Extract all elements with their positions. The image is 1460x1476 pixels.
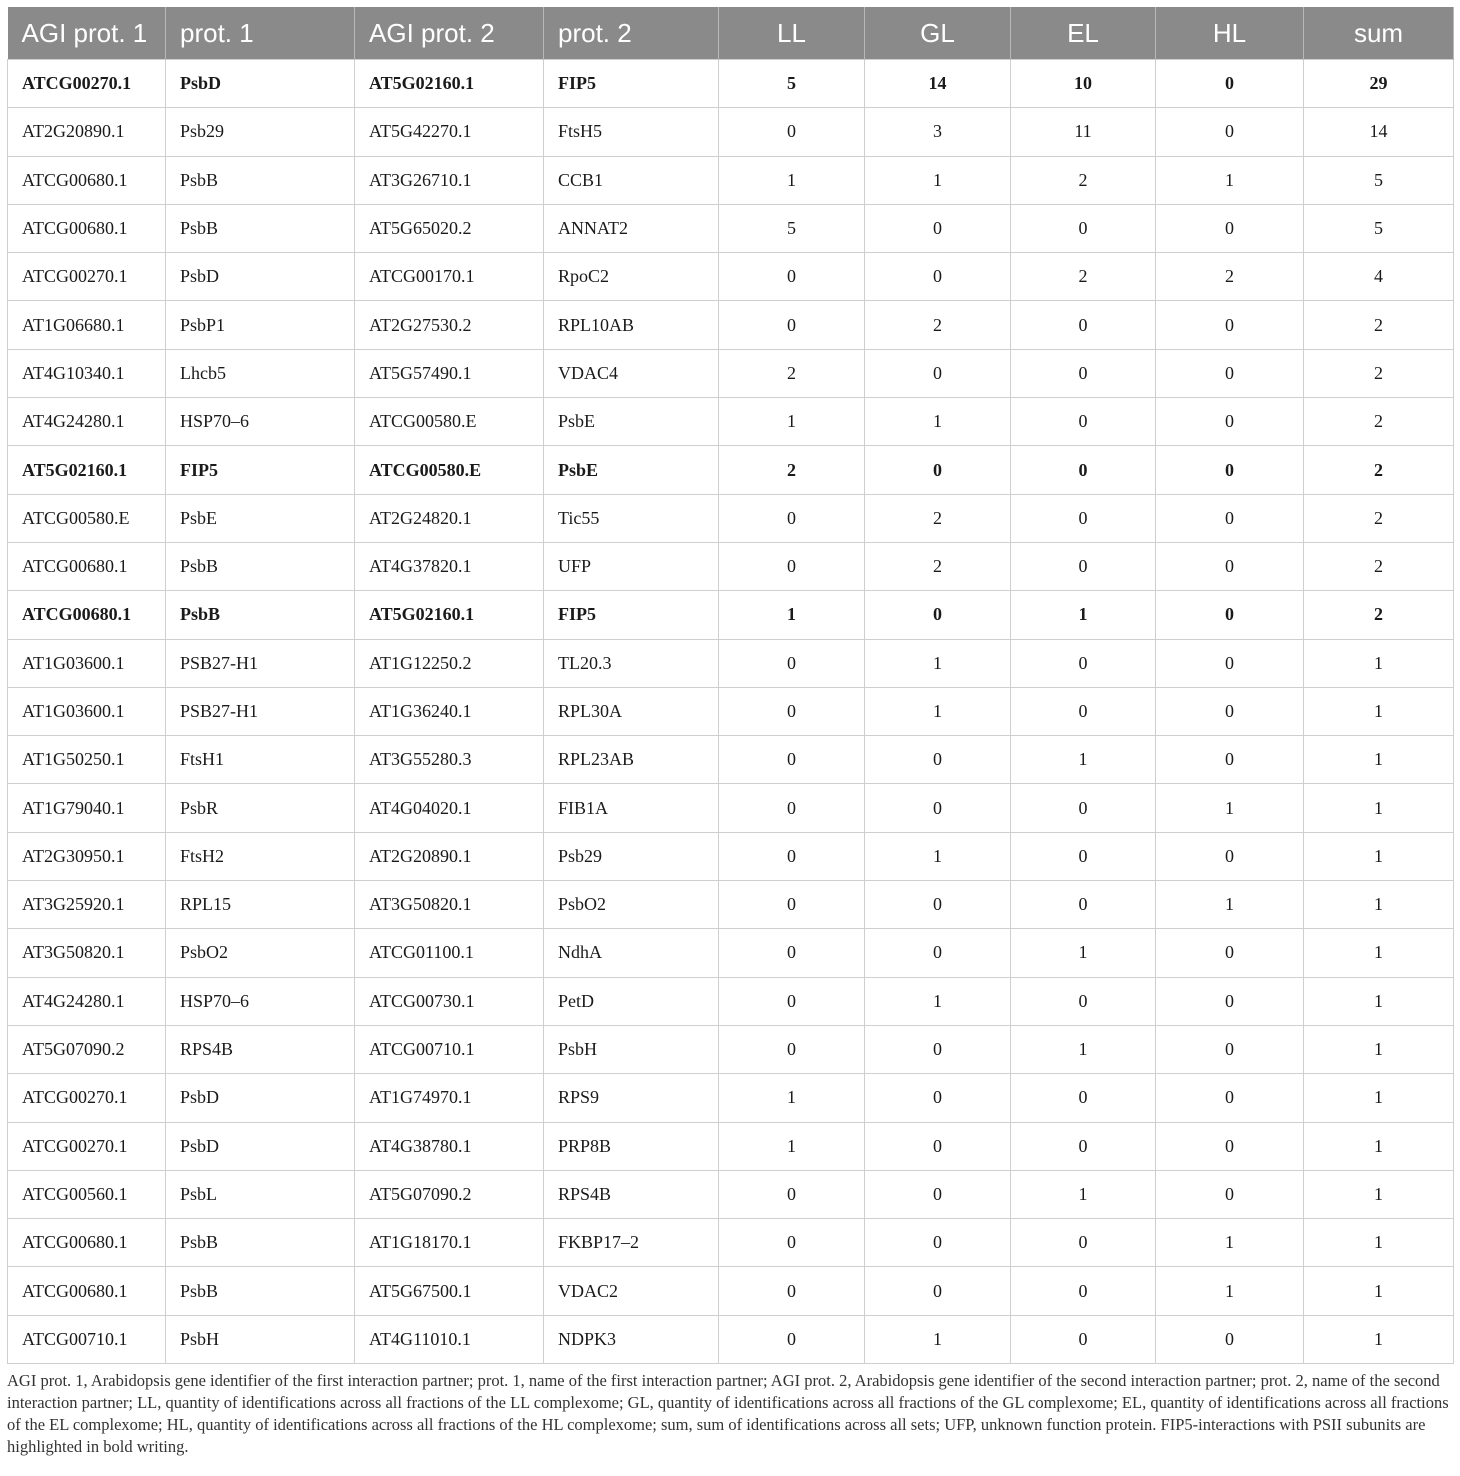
cell-prot-2: VDAC2 bbox=[544, 1267, 719, 1315]
cell-el: 0 bbox=[1011, 784, 1156, 832]
cell-ll: 1 bbox=[719, 591, 865, 639]
cell-hl: 0 bbox=[1156, 1025, 1304, 1073]
table-row bbox=[8, 687, 1454, 735]
cell-gl: 0 bbox=[865, 349, 1011, 397]
cell-el: 1 bbox=[1011, 591, 1156, 639]
table-row bbox=[8, 977, 1454, 1025]
cell-hl: 1 bbox=[1156, 156, 1304, 204]
cell-agi-prot-1: AT1G03600.1 bbox=[8, 639, 166, 687]
cell-agi-prot-1: ATCG00680.1 bbox=[8, 1267, 166, 1315]
cell-agi-prot-2: AT4G11010.1 bbox=[355, 1315, 544, 1363]
cell-prot-2: RpoC2 bbox=[544, 253, 719, 301]
cell-gl: 1 bbox=[865, 398, 1011, 446]
cell-agi-prot-1: ATCG00680.1 bbox=[8, 542, 166, 590]
cell-prot-2: PsbO2 bbox=[544, 881, 719, 929]
cell-ll: 0 bbox=[719, 301, 865, 349]
cell-prot-2: PetD bbox=[544, 977, 719, 1025]
cell-prot-1: PsbH bbox=[166, 1315, 355, 1363]
cell-el: 0 bbox=[1011, 494, 1156, 542]
cell-gl: 0 bbox=[865, 446, 1011, 494]
cell-gl: 0 bbox=[865, 929, 1011, 977]
cell-el: 0 bbox=[1011, 977, 1156, 1025]
cell-prot-2: RPS9 bbox=[544, 1074, 719, 1122]
table-row bbox=[8, 349, 1454, 397]
table-row bbox=[8, 1025, 1454, 1073]
table-row bbox=[8, 736, 1454, 784]
cell-agi-prot-1: AT1G50250.1 bbox=[8, 736, 166, 784]
cell-agi-prot-1: ATCG00680.1 bbox=[8, 204, 166, 252]
cell-agi-prot-1: AT4G24280.1 bbox=[8, 398, 166, 446]
cell-ll: 0 bbox=[719, 929, 865, 977]
cell-prot-1: RPL15 bbox=[166, 881, 355, 929]
cell-agi-prot-2: AT2G27530.2 bbox=[355, 301, 544, 349]
cell-gl: 3 bbox=[865, 108, 1011, 156]
cell-gl: 1 bbox=[865, 977, 1011, 1025]
cell-agi-prot-1: ATCG00580.E bbox=[8, 494, 166, 542]
cell-ll: 2 bbox=[719, 446, 865, 494]
cell-prot-2: CCB1 bbox=[544, 156, 719, 204]
cell-prot-1: PsbD bbox=[166, 253, 355, 301]
cell-gl: 0 bbox=[865, 1122, 1011, 1170]
cell-ll: 0 bbox=[719, 687, 865, 735]
table-row bbox=[8, 253, 1454, 301]
cell-prot-1: PsbB bbox=[166, 591, 355, 639]
cell-ll: 2 bbox=[719, 349, 865, 397]
cell-sum: 2 bbox=[1304, 301, 1454, 349]
cell-sum: 1 bbox=[1304, 1267, 1454, 1315]
cell-sum: 2 bbox=[1304, 591, 1454, 639]
cell-hl: 0 bbox=[1156, 542, 1304, 590]
interaction-table-container bbox=[7, 7, 1453, 1364]
column-header-prot-2: prot. 2 bbox=[544, 7, 719, 60]
cell-agi-prot-2: AT5G67500.1 bbox=[355, 1267, 544, 1315]
cell-gl: 2 bbox=[865, 542, 1011, 590]
cell-prot-1: RPS4B bbox=[166, 1025, 355, 1073]
cell-el: 0 bbox=[1011, 1074, 1156, 1122]
cell-prot-1: PsbB bbox=[166, 1267, 355, 1315]
table-row bbox=[8, 542, 1454, 590]
cell-el: 0 bbox=[1011, 1315, 1156, 1363]
cell-agi-prot-2: AT5G42270.1 bbox=[355, 108, 544, 156]
cell-prot-1: PsbB bbox=[166, 542, 355, 590]
cell-hl: 0 bbox=[1156, 736, 1304, 784]
cell-prot-2: UFP bbox=[544, 542, 719, 590]
cell-el: 0 bbox=[1011, 542, 1156, 590]
cell-ll: 0 bbox=[719, 736, 865, 784]
cell-agi-prot-1: ATCG00680.1 bbox=[8, 591, 166, 639]
table-row bbox=[8, 204, 1454, 252]
column-header-prot-1: prot. 1 bbox=[166, 7, 355, 60]
cell-el: 0 bbox=[1011, 398, 1156, 446]
cell-agi-prot-2: ATCG00580.E bbox=[355, 398, 544, 446]
cell-prot-2: PsbH bbox=[544, 1025, 719, 1073]
cell-ll: 5 bbox=[719, 204, 865, 252]
cell-ll: 0 bbox=[719, 881, 865, 929]
table-row bbox=[8, 881, 1454, 929]
cell-sum: 2 bbox=[1304, 398, 1454, 446]
column-header-sum: sum bbox=[1304, 7, 1454, 60]
cell-agi-prot-2: AT1G12250.2 bbox=[355, 639, 544, 687]
cell-hl: 0 bbox=[1156, 687, 1304, 735]
cell-el: 0 bbox=[1011, 1219, 1156, 1267]
cell-prot-2: PsbE bbox=[544, 398, 719, 446]
cell-el: 1 bbox=[1011, 929, 1156, 977]
cell-ll: 0 bbox=[719, 253, 865, 301]
cell-gl: 0 bbox=[865, 1025, 1011, 1073]
cell-agi-prot-1: ATCG00680.1 bbox=[8, 1219, 166, 1267]
cell-gl: 1 bbox=[865, 832, 1011, 880]
table-row bbox=[8, 639, 1454, 687]
cell-prot-2: FIP5 bbox=[544, 60, 719, 108]
cell-agi-prot-1: ATCG00270.1 bbox=[8, 60, 166, 108]
cell-prot-1: PSB27-H1 bbox=[166, 687, 355, 735]
column-header-agi-prot-1: AGI prot. 1 bbox=[8, 7, 166, 60]
cell-hl: 0 bbox=[1156, 108, 1304, 156]
cell-gl: 0 bbox=[865, 1170, 1011, 1218]
cell-prot-1: PsbR bbox=[166, 784, 355, 832]
table-row bbox=[8, 784, 1454, 832]
cell-hl: 1 bbox=[1156, 881, 1304, 929]
cell-gl: 0 bbox=[865, 591, 1011, 639]
cell-gl: 0 bbox=[865, 784, 1011, 832]
table-row bbox=[8, 494, 1454, 542]
cell-el: 0 bbox=[1011, 881, 1156, 929]
cell-sum: 14 bbox=[1304, 108, 1454, 156]
cell-hl: 0 bbox=[1156, 446, 1304, 494]
cell-prot-1: HSP70–6 bbox=[166, 977, 355, 1025]
cell-agi-prot-1: AT1G79040.1 bbox=[8, 784, 166, 832]
cell-ll: 0 bbox=[719, 832, 865, 880]
table-row bbox=[8, 591, 1454, 639]
cell-prot-1: PsbE bbox=[166, 494, 355, 542]
cell-agi-prot-2: AT5G57490.1 bbox=[355, 349, 544, 397]
cell-el: 0 bbox=[1011, 1267, 1156, 1315]
cell-agi-prot-2: ATCG00170.1 bbox=[355, 253, 544, 301]
cell-el: 2 bbox=[1011, 253, 1156, 301]
cell-agi-prot-1: ATCG00710.1 bbox=[8, 1315, 166, 1363]
cell-hl: 0 bbox=[1156, 204, 1304, 252]
cell-el: 0 bbox=[1011, 446, 1156, 494]
table-caption: AGI prot. 1, Arabidopsis gene identifier of the first interaction partner; prot. 1, name of the first interaction partner; AGI prot. 2, Arabidopsis gene identifier of the second interaction partner; prot. 2, name of the second interaction partner; LL, quantity of identifications across all fractions of the LL complexome; GL, quantity of identifications across all fractions of the GL complexome; EL, quantity of identifications across all fractions of the EL complexome; HL, quantity of identifications across all fractions of the HL complexome; sum, sum of identifications across all sets; UFP, unknown function protein. FIP5-interactions with PSII subunits are highlighted in bold writing. bbox=[7, 1371, 1449, 1456]
cell-agi-prot-1: AT5G07090.2 bbox=[8, 1025, 166, 1073]
cell-prot-2: TL20.3 bbox=[544, 639, 719, 687]
table-header-row bbox=[8, 7, 1454, 60]
cell-el: 1 bbox=[1011, 1025, 1156, 1073]
column-header-hl: HL bbox=[1156, 7, 1304, 60]
cell-prot-2: Psb29 bbox=[544, 832, 719, 880]
cell-sum: 5 bbox=[1304, 156, 1454, 204]
cell-agi-prot-2: AT1G36240.1 bbox=[355, 687, 544, 735]
cell-agi-prot-1: AT4G10340.1 bbox=[8, 349, 166, 397]
cell-prot-1: PSB27-H1 bbox=[166, 639, 355, 687]
cell-gl: 1 bbox=[865, 639, 1011, 687]
cell-sum: 2 bbox=[1304, 494, 1454, 542]
cell-prot-2: Tic55 bbox=[544, 494, 719, 542]
cell-prot-2: RPL23AB bbox=[544, 736, 719, 784]
cell-hl: 0 bbox=[1156, 1074, 1304, 1122]
cell-hl: 0 bbox=[1156, 1170, 1304, 1218]
cell-hl: 0 bbox=[1156, 977, 1304, 1025]
cell-el: 0 bbox=[1011, 687, 1156, 735]
cell-agi-prot-1: ATCG00270.1 bbox=[8, 1122, 166, 1170]
cell-ll: 0 bbox=[719, 977, 865, 1025]
cell-agi-prot-2: AT1G74970.1 bbox=[355, 1074, 544, 1122]
table-row bbox=[8, 929, 1454, 977]
table-row bbox=[8, 301, 1454, 349]
cell-prot-1: HSP70–6 bbox=[166, 398, 355, 446]
cell-sum: 1 bbox=[1304, 881, 1454, 929]
cell-sum: 2 bbox=[1304, 349, 1454, 397]
cell-agi-prot-1: AT1G06680.1 bbox=[8, 301, 166, 349]
cell-sum: 1 bbox=[1304, 977, 1454, 1025]
cell-hl: 0 bbox=[1156, 832, 1304, 880]
cell-hl: 1 bbox=[1156, 1219, 1304, 1267]
cell-prot-1: PsbB bbox=[166, 156, 355, 204]
table-row bbox=[8, 1074, 1454, 1122]
cell-prot-2: ANNAT2 bbox=[544, 204, 719, 252]
cell-ll: 1 bbox=[719, 156, 865, 204]
cell-hl: 0 bbox=[1156, 398, 1304, 446]
cell-agi-prot-2: AT5G07090.2 bbox=[355, 1170, 544, 1218]
cell-agi-prot-2: AT1G18170.1 bbox=[355, 1219, 544, 1267]
cell-prot-1: PsbD bbox=[166, 1122, 355, 1170]
cell-agi-prot-2: AT4G37820.1 bbox=[355, 542, 544, 590]
cell-prot-1: FtsH1 bbox=[166, 736, 355, 784]
cell-agi-prot-1: ATCG00270.1 bbox=[8, 1074, 166, 1122]
cell-prot-1: PsbP1 bbox=[166, 301, 355, 349]
table-row bbox=[8, 1267, 1454, 1315]
cell-gl: 0 bbox=[865, 736, 1011, 784]
table-row bbox=[8, 1315, 1454, 1363]
cell-prot-2: RPL10AB bbox=[544, 301, 719, 349]
cell-prot-1: PsbB bbox=[166, 204, 355, 252]
cell-sum: 1 bbox=[1304, 1122, 1454, 1170]
cell-agi-prot-2: AT5G02160.1 bbox=[355, 591, 544, 639]
cell-hl: 0 bbox=[1156, 494, 1304, 542]
cell-prot-2: FtsH5 bbox=[544, 108, 719, 156]
cell-agi-prot-1: ATCG00270.1 bbox=[8, 253, 166, 301]
cell-prot-1: PsbD bbox=[166, 1074, 355, 1122]
cell-el: 10 bbox=[1011, 60, 1156, 108]
cell-sum: 1 bbox=[1304, 1025, 1454, 1073]
cell-gl: 1 bbox=[865, 156, 1011, 204]
table-row bbox=[8, 446, 1454, 494]
cell-prot-2: FIB1A bbox=[544, 784, 719, 832]
cell-ll: 5 bbox=[719, 60, 865, 108]
cell-agi-prot-2: AT2G20890.1 bbox=[355, 832, 544, 880]
cell-el: 1 bbox=[1011, 736, 1156, 784]
cell-prot-1: FtsH2 bbox=[166, 832, 355, 880]
cell-prot-2: FKBP17–2 bbox=[544, 1219, 719, 1267]
cell-gl: 0 bbox=[865, 1219, 1011, 1267]
cell-ll: 0 bbox=[719, 1219, 865, 1267]
cell-agi-prot-2: AT3G26710.1 bbox=[355, 156, 544, 204]
cell-gl: 2 bbox=[865, 494, 1011, 542]
cell-hl: 1 bbox=[1156, 784, 1304, 832]
cell-agi-prot-2: AT4G04020.1 bbox=[355, 784, 544, 832]
table-body bbox=[8, 60, 1454, 1364]
cell-ll: 0 bbox=[719, 1025, 865, 1073]
cell-prot-2: PsbE bbox=[544, 446, 719, 494]
cell-sum: 4 bbox=[1304, 253, 1454, 301]
cell-agi-prot-2: AT5G02160.1 bbox=[355, 60, 544, 108]
table-row bbox=[8, 60, 1454, 108]
table-row bbox=[8, 1122, 1454, 1170]
cell-prot-1: FIP5 bbox=[166, 446, 355, 494]
cell-hl: 0 bbox=[1156, 349, 1304, 397]
cell-el: 0 bbox=[1011, 1122, 1156, 1170]
cell-sum: 1 bbox=[1304, 784, 1454, 832]
cell-agi-prot-2: AT4G38780.1 bbox=[355, 1122, 544, 1170]
table-row bbox=[8, 108, 1454, 156]
cell-agi-prot-1: AT3G50820.1 bbox=[8, 929, 166, 977]
column-header-ll: LL bbox=[719, 7, 865, 60]
table-row bbox=[8, 832, 1454, 880]
cell-ll: 1 bbox=[719, 398, 865, 446]
cell-agi-prot-2: ATCG00730.1 bbox=[355, 977, 544, 1025]
cell-hl: 0 bbox=[1156, 1315, 1304, 1363]
cell-agi-prot-1: ATCG00560.1 bbox=[8, 1170, 166, 1218]
cell-agi-prot-1: AT2G20890.1 bbox=[8, 108, 166, 156]
cell-prot-2: NDPK3 bbox=[544, 1315, 719, 1363]
cell-gl: 0 bbox=[865, 881, 1011, 929]
cell-prot-2: PRP8B bbox=[544, 1122, 719, 1170]
cell-sum: 1 bbox=[1304, 1219, 1454, 1267]
cell-sum: 1 bbox=[1304, 687, 1454, 735]
cell-gl: 0 bbox=[865, 1074, 1011, 1122]
cell-ll: 0 bbox=[719, 494, 865, 542]
cell-prot-2: RPS4B bbox=[544, 1170, 719, 1218]
column-header-el: EL bbox=[1011, 7, 1156, 60]
cell-agi-prot-2: ATCG01100.1 bbox=[355, 929, 544, 977]
cell-el: 2 bbox=[1011, 156, 1156, 204]
cell-ll: 0 bbox=[719, 1170, 865, 1218]
cell-agi-prot-2: AT3G55280.3 bbox=[355, 736, 544, 784]
cell-gl: 14 bbox=[865, 60, 1011, 108]
cell-prot-2: VDAC4 bbox=[544, 349, 719, 397]
cell-prot-2: NdhA bbox=[544, 929, 719, 977]
table-row bbox=[8, 398, 1454, 446]
cell-prot-1: Psb29 bbox=[166, 108, 355, 156]
cell-ll: 0 bbox=[719, 1315, 865, 1363]
table-row bbox=[8, 1219, 1454, 1267]
cell-hl: 1 bbox=[1156, 1267, 1304, 1315]
cell-agi-prot-2: AT3G50820.1 bbox=[355, 881, 544, 929]
table-row bbox=[8, 1170, 1454, 1218]
cell-ll: 0 bbox=[719, 542, 865, 590]
cell-agi-prot-1: AT1G03600.1 bbox=[8, 687, 166, 735]
cell-el: 0 bbox=[1011, 349, 1156, 397]
cell-el: 0 bbox=[1011, 639, 1156, 687]
cell-ll: 0 bbox=[719, 639, 865, 687]
cell-hl: 0 bbox=[1156, 301, 1304, 349]
cell-prot-2: RPL30A bbox=[544, 687, 719, 735]
cell-agi-prot-1: AT5G02160.1 bbox=[8, 446, 166, 494]
cell-hl: 0 bbox=[1156, 60, 1304, 108]
cell-agi-prot-1: AT2G30950.1 bbox=[8, 832, 166, 880]
cell-sum: 1 bbox=[1304, 1315, 1454, 1363]
cell-ll: 0 bbox=[719, 108, 865, 156]
cell-gl: 0 bbox=[865, 1267, 1011, 1315]
cell-agi-prot-2: ATCG00710.1 bbox=[355, 1025, 544, 1073]
cell-ll: 0 bbox=[719, 1267, 865, 1315]
column-header-gl: GL bbox=[865, 7, 1011, 60]
cell-el: 0 bbox=[1011, 832, 1156, 880]
cell-prot-1: PsbB bbox=[166, 1219, 355, 1267]
cell-sum: 5 bbox=[1304, 204, 1454, 252]
cell-sum: 29 bbox=[1304, 60, 1454, 108]
cell-prot-2: FIP5 bbox=[544, 591, 719, 639]
cell-hl: 2 bbox=[1156, 253, 1304, 301]
cell-el: 0 bbox=[1011, 204, 1156, 252]
cell-sum: 1 bbox=[1304, 832, 1454, 880]
cell-sum: 1 bbox=[1304, 736, 1454, 784]
column-header-agi-prot-2: AGI prot. 2 bbox=[355, 7, 544, 60]
cell-agi-prot-1: AT4G24280.1 bbox=[8, 977, 166, 1025]
table-row bbox=[8, 156, 1454, 204]
cell-hl: 0 bbox=[1156, 639, 1304, 687]
cell-sum: 2 bbox=[1304, 446, 1454, 494]
cell-sum: 1 bbox=[1304, 929, 1454, 977]
cell-hl: 0 bbox=[1156, 929, 1304, 977]
cell-sum: 1 bbox=[1304, 1074, 1454, 1122]
cell-hl: 0 bbox=[1156, 591, 1304, 639]
cell-gl: 2 bbox=[865, 301, 1011, 349]
cell-agi-prot-2: AT5G65020.2 bbox=[355, 204, 544, 252]
cell-prot-1: PsbL bbox=[166, 1170, 355, 1218]
cell-sum: 1 bbox=[1304, 639, 1454, 687]
cell-gl: 1 bbox=[865, 1315, 1011, 1363]
cell-prot-1: PsbD bbox=[166, 60, 355, 108]
cell-gl: 1 bbox=[865, 687, 1011, 735]
cell-hl: 0 bbox=[1156, 1122, 1304, 1170]
cell-ll: 1 bbox=[719, 1074, 865, 1122]
cell-el: 1 bbox=[1011, 1170, 1156, 1218]
interaction-table bbox=[7, 7, 1454, 1364]
cell-gl: 0 bbox=[865, 253, 1011, 301]
cell-prot-1: Lhcb5 bbox=[166, 349, 355, 397]
cell-agi-prot-1: AT3G25920.1 bbox=[8, 881, 166, 929]
cell-gl: 0 bbox=[865, 204, 1011, 252]
cell-ll: 0 bbox=[719, 784, 865, 832]
cell-agi-prot-2: ATCG00580.E bbox=[355, 446, 544, 494]
cell-ll: 1 bbox=[719, 1122, 865, 1170]
cell-prot-1: PsbO2 bbox=[166, 929, 355, 977]
cell-agi-prot-1: ATCG00680.1 bbox=[8, 156, 166, 204]
cell-el: 11 bbox=[1011, 108, 1156, 156]
cell-agi-prot-2: AT2G24820.1 bbox=[355, 494, 544, 542]
cell-sum: 2 bbox=[1304, 542, 1454, 590]
cell-sum: 1 bbox=[1304, 1170, 1454, 1218]
cell-el: 0 bbox=[1011, 301, 1156, 349]
